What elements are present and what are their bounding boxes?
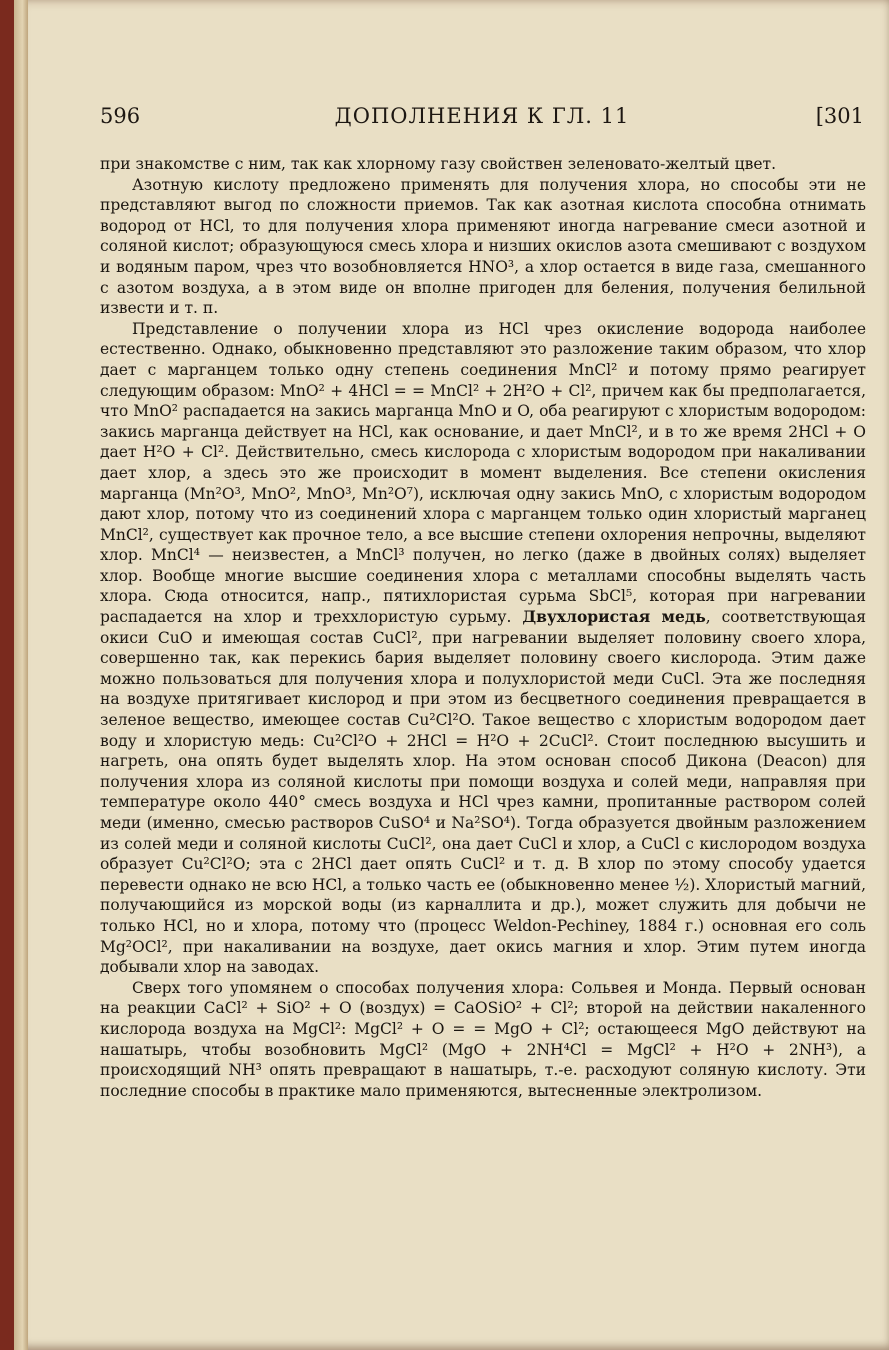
page-number: 596 bbox=[100, 104, 141, 128]
page-body bbox=[100, 154, 866, 1101]
paragraph-hcl-oxidation bbox=[100, 319, 866, 978]
paragraph-nitric-acid: Азотную кислоту предложено применять для получения хлора, но способы эти не представляют выгод по сложности приемов. Так как азотная кислота способна отнимать водород от HCl, то для получения хлора применяют иногда нагревание смеси азотной и соляной кислот; образующуюся смесь хлора и низших окислов азота смешивают с воздухом и водяным паром, чрез что возобновляется HNO³, а хлор остается в виде газа, смешанного с азотом воздуха, а в этом виде он вполне пригоден для беления, получения белильной извести и т. п. bbox=[100, 175, 866, 318]
reference-number: [301 bbox=[815, 104, 864, 128]
paragraph-text-before-term: Представление о получении хлора из HCl чрез окисление водорода наиболее естественно. Однако, обыкновенно представляют это разложение таким образом, что хлор дает с марганцем только одну степень соединения MnCl² и потому прямо реагирует следующим образом: MnO² + 4HCl = = MnCl² + 2H²O + Cl², причем как бы предполагается, что MnO² распадается на закись марганца MnO и O, оба реагируют с хлористым водородом: закись марганца действует на HCl, как основание, и дает MnCl², и в то же время 2HCl + O дает H²O + Cl². Действительно, смесь кислорода с хлористым водородом при накаливании дает хлор, а здесь это же происходит в момент выделения. Все степени окисления марганца (Mn²O³, MnO², MnO³, Mn²O⁷), исключая одну закись MnO, с хлористым водородом дают хлор, потому что из соединений хлора с марганцем только один хлористый марганец MnCl², существует как прочное тело, а все высшие степени охлорения непрочны, выделяют хлор. MnCl⁴ — неизвестен, а MnCl³ получен, но легко (даже в двойных солях) выделяет хлор. Вообще многие высшие соединения хлора с металлами способны выделять часть хлора. Сюда относится, напр., пятихлористая сурьма SbCl⁵, которая при нагревании распадается на хлор и треххлористую сурьму. bbox=[100, 319, 866, 627]
paragraph-text-after-term: , соответствующая окиси CuO и имеющая состав CuCl², при нагревании выделяет половину своего хлора, совершенно так, как перекись бария выделяет половину своего кислорода. Этим даже можно пользоваться для получения хлора и полухлористой меди CuCl. Эта же последняя на воздухе притягивает кислород и при этом из бесцветного соединения превращается в зеленое вещество, имеющее состав Cu²Cl²O. Такое вещество с хлористым водородом дает воду и хлористую медь: Cu²Cl²O + 2HCl = H²O + 2CuCl². Стоит последнюю высушить и нагреть, она опять будет выделять хлор. На этом основан способ Дикона (Deacon) для получения хлора из соляной кислоты при помощи воздуха и солей меди, направляя при температуре около 440° смесь воздуха и HCl чрез камни, пропитанные раствором солей меди (именно, смесью растворов CuSO⁴ и Na²SO⁴). Тогда образуется двойным разложением из солей меди и соляной кислоты CuCl², она дает CuCl и хлор, а CuCl с кислородом воздуха образует Cu²Cl²O; эта с 2HCl дает опять CuCl² и т. д. В хлор по этому способу удается перевести однако не всю HCl, а только часть ее (обыкновенно менее ½). Хлористый магний, получающийся из морской воды (из карналлита и др.), может служить для добычи не только HCl, но и хлора, потому что (процесс Weldon-Pechiney, 1884 г.) основная его соль Mg²OCl², при накаливании на воздухе, дает окись магния и хлор. Этим путем иногда добывали хлор на заводах. bbox=[100, 608, 866, 977]
paragraph-continuation: при знакомстве с ним, так как хлорному газу свойствен зеленовато-желтый цвет. bbox=[100, 155, 777, 173]
book-page bbox=[14, 0, 889, 1350]
paragraph-solvay-mond: Сверх того упомянем о способах получения хлора: Сольвея и Монда. Первый основан на реакции CaCl² + SiO² + O (воздух) = CaOSiO² + Cl²; второй на действии накаленного кислорода воздуха на MgCl²: MgCl² + O = = MgO + Cl²; остающееся MgO действуют на нашатырь, чтобы возобновить MgCl² (MgO + 2NH⁴Cl = MgCl² + H²O + 2NH³), а происходящий NH³ опять превращают в нашатырь, т.-е. расходуют соляную кислоту. Эти последние способы в практике мало применяются, вытесненные электролизом. bbox=[100, 978, 866, 1100]
page-header bbox=[100, 104, 864, 134]
running-title: ДОПОЛНЕНИЯ К ГЛ. 11 bbox=[334, 104, 630, 128]
page-edge bbox=[14, 0, 28, 1350]
bold-term: Двухлористая медь bbox=[522, 607, 706, 627]
